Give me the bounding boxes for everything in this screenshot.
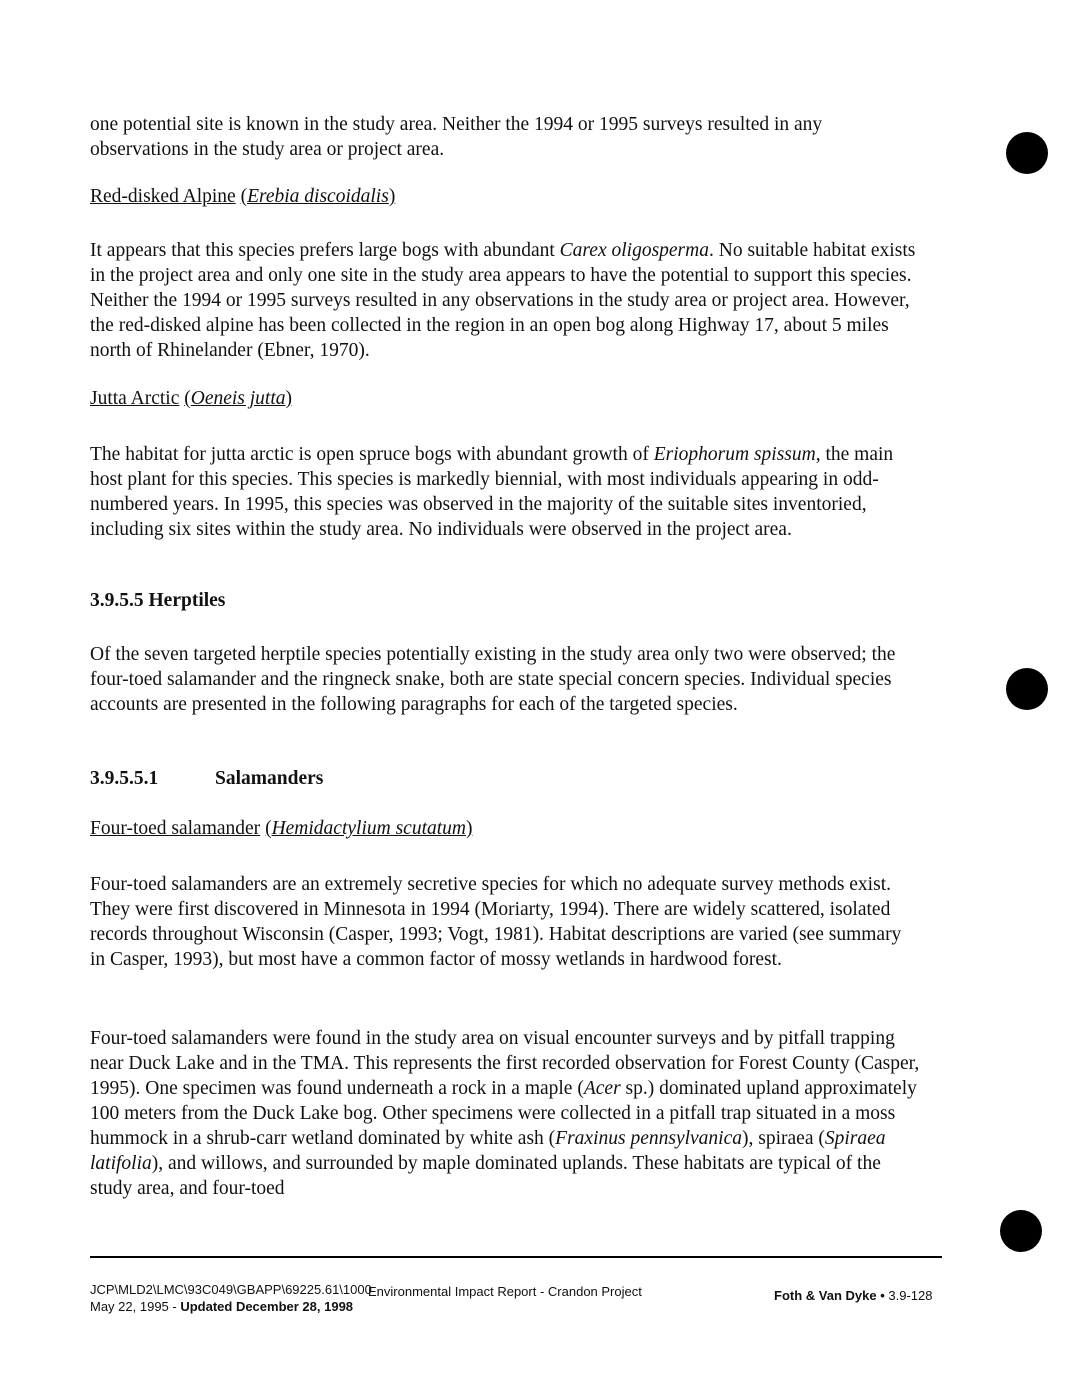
paragraph-continuation: one potential site is known in the study area. Neither the 1994 or 1995 surveys resulted in any observations in the study area or project area. (90, 114, 823, 160)
paragraph-four-toed-2: Four-toed salamanders were found in the study area on visual encounter surveys and by pitfall trapping near Duck Lake and in the TMA. This represents the first recorded observation for Forest County (Casper, 1995). One specimen was found underneath a rock in a maple (Acer sp.) dominated upland approximately 100 meters from the Duck Lake bog. Other specimens were collected in a pitfall trap situated in a moss hummock in a shrub-carr wetland dominated by white ash (Fraxinus pennsylvanica), spiraea (Spiraea latifolia), and willows, and surrounded by maple dominated uplands. These habitats are typical of the study area, and four-toed (90, 1028, 920, 1199)
common-name: Four-toed salamander (90, 818, 261, 839)
scientific-name: Hemidactylium scutatum (271, 818, 466, 839)
heading-red-disked-alpine: Red-disked Alpine (Erebia discoidalis) (90, 186, 396, 207)
footer-left (90, 1281, 372, 1315)
footer-right: Foth & Van Dyke • 3.9-128 (774, 1288, 933, 1303)
paragraph-red-disked: It appears that this species prefers large bogs with abundant Carex oligosperma. No suitable habitat exists in the project area and only one site in the study area appears to have the potential to support this species. Neither the 1994 or 1995 surveys resulted in any observations in the study area or project area. However, the red-disked alpine has been collected in the region in an open bog along Highway 17, about 5 miles north of Rhinelander (Ebner, 1970). (90, 240, 916, 361)
paragraph-herptiles: Of the seven targeted herptile species potentially existing in the study area only two were observed; the four-toed salamander and the ringneck snake, both are state special concern species. Individual species accounts are presented in the following paragraphs for each of the targeted species. (90, 644, 896, 715)
footer-center: Environmental Impact Report - Crandon Project (368, 1284, 642, 1299)
section-heading-salamanders (90, 768, 490, 790)
paragraph-jutta: The habitat for jutta arctic is open spruce bogs with abundant growth of Eriophorum spissum, the main host plant for this species. This species is markedly biennial, with most individuals appearing in odd-numbered years. In 1995, this species was observed in the majority of the suitable sites inventoried, including six sites within the study area. No individuals were observed in the project area. (90, 444, 894, 540)
common-name: Red-disked Alpine (90, 186, 236, 207)
footer-rule (90, 1256, 942, 1258)
scientific-name: Erebia discoidalis (247, 186, 389, 207)
section-title: Salamanders (215, 768, 324, 789)
scientific-name: Oeneis jutta (190, 388, 286, 409)
heading-four-toed-salamander: Four-toed salamander (Hemidactylium scutatum) (90, 818, 473, 839)
footer-date: May 22, 1995 - Updated December 28, 1998 (90, 1299, 354, 1314)
heading-jutta-arctic: Jutta Arctic (Oeneis jutta) (90, 388, 293, 409)
common-name: Jutta Arctic (90, 388, 180, 409)
binder-hole-bottom (1000, 1210, 1042, 1252)
section-number: 3.9.5.5.1 (90, 768, 159, 789)
footer-path: JCP\MLD2\LMC\93C049\GBAPP\69225.61\1000 (90, 1282, 372, 1297)
binder-hole-top (1006, 132, 1048, 174)
section-heading-herptiles: 3.9.5.5 Herptiles (90, 590, 226, 611)
binder-hole-middle (1006, 668, 1048, 710)
paragraph-four-toed-1: Four-toed salamanders are an extremely secretive species for which no adequate survey methods exist. They were first discovered in Minnesota in 1994 (Moriarty, 1994). There are widely scattered, isolated records throughout Wisconsin (Casper, 1993; Vogt, 1981). Habitat descriptions are varied (see summary in Casper, 1993), but most have a common factor of mossy wetlands in hardwood forest. (90, 874, 902, 970)
